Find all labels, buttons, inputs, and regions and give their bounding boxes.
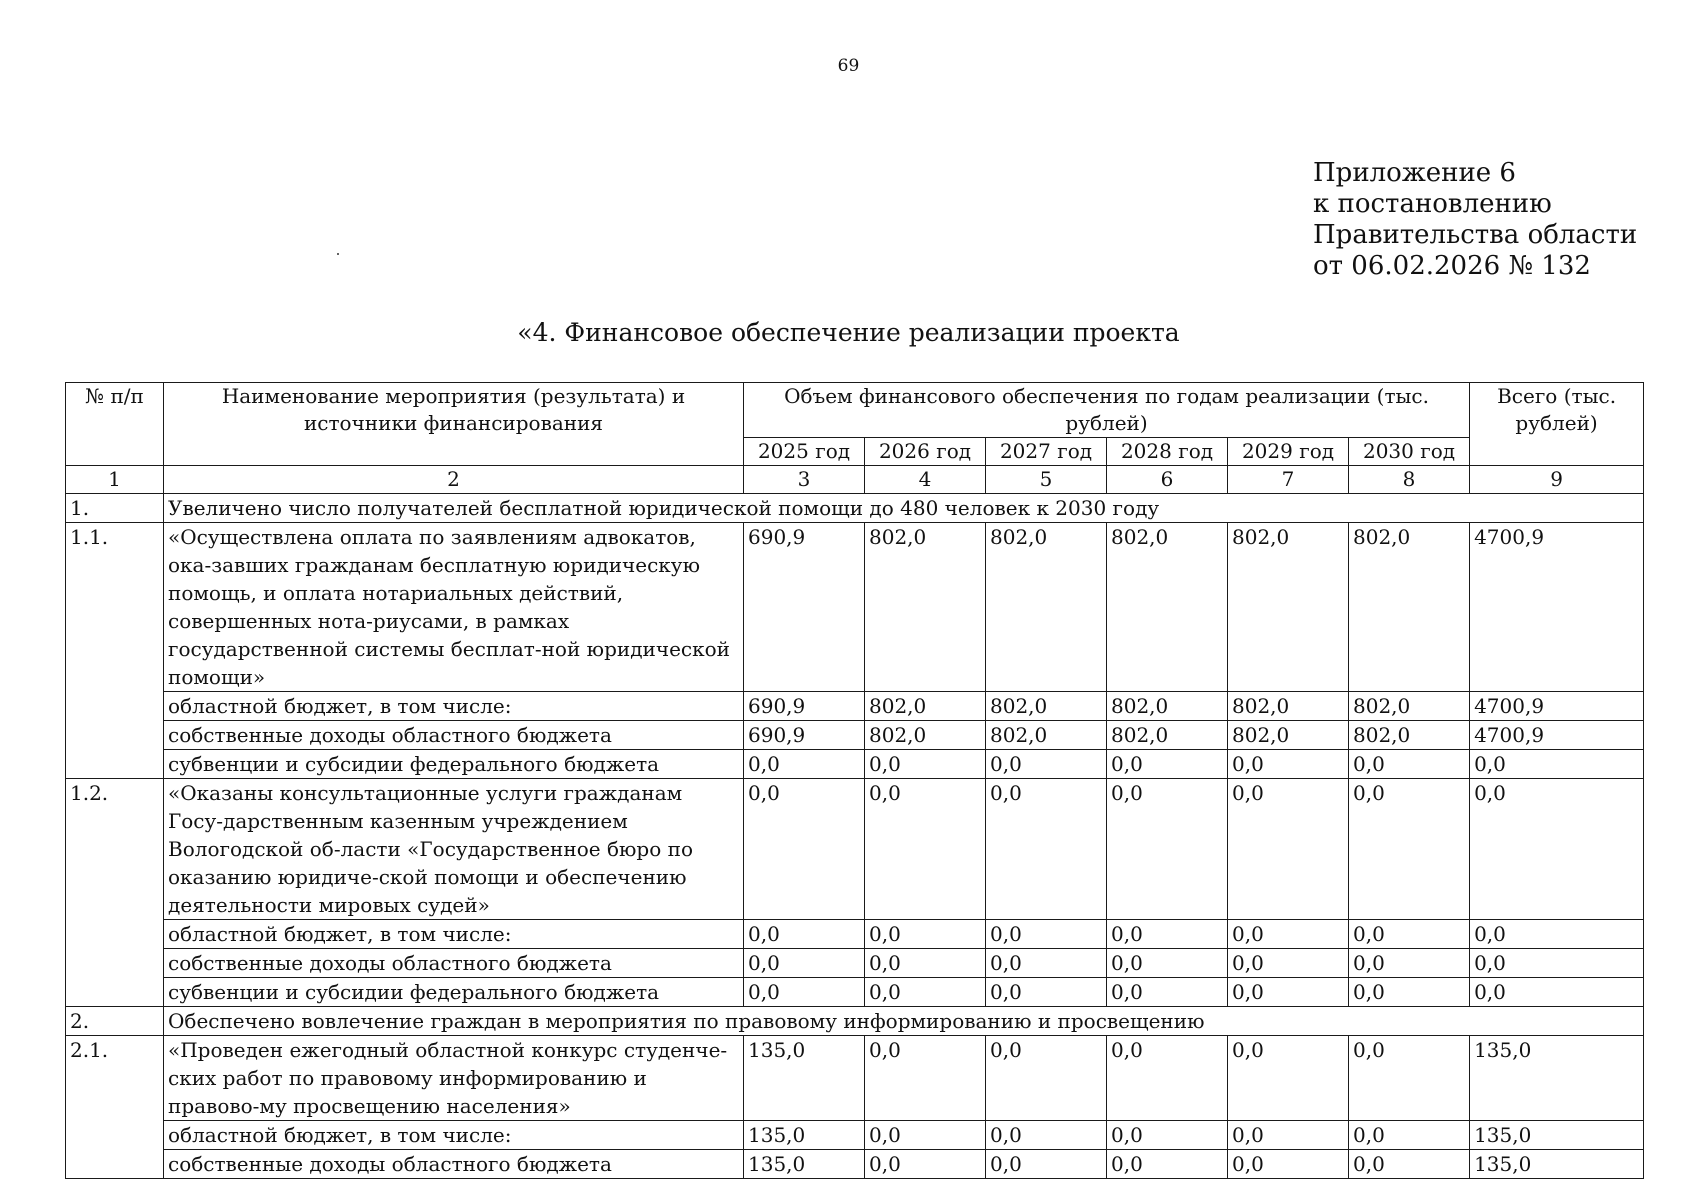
item-number: 2.1. bbox=[66, 1036, 164, 1179]
year-value: 0,0 bbox=[986, 779, 1107, 920]
header-name: Наименование мероприятия (результата) и источники финансирования bbox=[164, 383, 744, 466]
row-name: «Осуществлена оплата по заявлениям адвокатов, ока-завших гражданам бесплатную юридическую помощь, и оплата нотариальных действий, совершенных нота-риусами, в рамках государственной системы бесплат-ной юридической помощи» bbox=[164, 523, 744, 692]
year-value: 802,0 bbox=[1228, 692, 1349, 721]
column-number: 2 bbox=[164, 466, 744, 494]
year-value: 0,0 bbox=[1349, 1036, 1470, 1121]
row-name: областной бюджет, в том числе: bbox=[164, 920, 744, 949]
year-value: 0,0 bbox=[865, 1150, 986, 1179]
total-value: 0,0 bbox=[1470, 920, 1644, 949]
financing-table bbox=[65, 382, 1644, 1179]
year-value: 0,0 bbox=[1228, 750, 1349, 779]
year-value: 0,0 bbox=[986, 920, 1107, 949]
year-value: 0,0 bbox=[1107, 978, 1228, 1007]
year-value: 0,0 bbox=[1107, 750, 1228, 779]
year-value: 0,0 bbox=[986, 1121, 1107, 1150]
year-value: 0,0 bbox=[865, 750, 986, 779]
item-number: 1.1. bbox=[66, 523, 164, 779]
header-year: 2026 год bbox=[865, 438, 986, 466]
header-year: 2027 год bbox=[986, 438, 1107, 466]
year-value: 0,0 bbox=[744, 949, 865, 978]
year-value: 802,0 bbox=[1228, 523, 1349, 692]
year-value: 802,0 bbox=[986, 692, 1107, 721]
total-value: 135,0 bbox=[1470, 1150, 1644, 1179]
year-value: 0,0 bbox=[1349, 920, 1470, 949]
section-number: 2. bbox=[66, 1007, 164, 1036]
total-value: 4700,9 bbox=[1470, 721, 1644, 750]
year-value: 802,0 bbox=[865, 523, 986, 692]
total-value: 0,0 bbox=[1470, 978, 1644, 1007]
year-value: 0,0 bbox=[1349, 750, 1470, 779]
row-name: собственные доходы областного бюджета bbox=[164, 1150, 744, 1179]
year-value: 135,0 bbox=[744, 1121, 865, 1150]
year-value: 0,0 bbox=[865, 949, 986, 978]
year-value: 0,0 bbox=[1228, 779, 1349, 920]
column-number: 3 bbox=[744, 466, 865, 494]
column-number: 6 bbox=[1107, 466, 1228, 494]
row-name: собственные доходы областного бюджета bbox=[164, 949, 744, 978]
table-body bbox=[66, 494, 1644, 1179]
column-number: 5 bbox=[986, 466, 1107, 494]
year-value: 690,9 bbox=[744, 721, 865, 750]
section-row bbox=[66, 1007, 1644, 1036]
column-number: 1 bbox=[66, 466, 164, 494]
year-value: 0,0 bbox=[986, 750, 1107, 779]
header-volume: Объем финансового обеспечения по годам реализации (тыс. рублей) bbox=[744, 383, 1470, 438]
year-value: 135,0 bbox=[744, 1150, 865, 1179]
header-total: Всего (тыс. рублей) bbox=[1470, 383, 1644, 466]
year-value: 0,0 bbox=[986, 978, 1107, 1007]
column-number: 4 bbox=[865, 466, 986, 494]
year-value: 0,0 bbox=[1107, 920, 1228, 949]
row-name: субвенции и субсидии федерального бюджета bbox=[164, 750, 744, 779]
page-number: 69 bbox=[837, 56, 860, 76]
year-value: 802,0 bbox=[1349, 721, 1470, 750]
year-value: 0,0 bbox=[865, 920, 986, 949]
table-row bbox=[66, 523, 1644, 692]
appendix-line: от 06.02.2026 № 132 bbox=[1313, 251, 1591, 281]
appendix-line: к постановлению bbox=[1313, 189, 1552, 219]
scan-speck bbox=[337, 253, 339, 255]
appendix-header bbox=[1313, 158, 1637, 282]
year-value: 0,0 bbox=[1349, 1150, 1470, 1179]
header-year: 2029 год bbox=[1228, 438, 1349, 466]
total-value: 0,0 bbox=[1470, 949, 1644, 978]
row-name: областной бюджет, в том числе: bbox=[164, 692, 744, 721]
year-value: 0,0 bbox=[1107, 779, 1228, 920]
total-value: 135,0 bbox=[1470, 1121, 1644, 1150]
table-row bbox=[66, 1036, 1644, 1121]
year-value: 802,0 bbox=[986, 523, 1107, 692]
table-row bbox=[66, 1150, 1644, 1179]
table-row bbox=[66, 920, 1644, 949]
column-number: 9 bbox=[1470, 466, 1644, 494]
item-number: 1.2. bbox=[66, 779, 164, 1007]
year-value: 0,0 bbox=[1349, 949, 1470, 978]
appendix-line: Приложение 6 bbox=[1313, 158, 1516, 188]
year-value: 0,0 bbox=[865, 1121, 986, 1150]
section-row bbox=[66, 494, 1644, 523]
year-value: 0,0 bbox=[1349, 1121, 1470, 1150]
row-name: «Оказаны консультационные услуги гражданам Госу-дарственным казенным учреждением Вологодской об-ласти «Государственное бюро по оказанию юридиче-ской помощи и обеспечению деятельности мировых судей» bbox=[164, 779, 744, 920]
year-value: 802,0 bbox=[1228, 721, 1349, 750]
row-name: собственные доходы областного бюджета bbox=[164, 721, 744, 750]
year-value: 690,9 bbox=[744, 523, 865, 692]
table-row bbox=[66, 949, 1644, 978]
document-title: «4. Финансовое обеспечение реализации проекта bbox=[517, 318, 1180, 347]
year-value: 0,0 bbox=[986, 1036, 1107, 1121]
year-value: 0,0 bbox=[1349, 779, 1470, 920]
year-value: 0,0 bbox=[744, 779, 865, 920]
year-value: 802,0 bbox=[1349, 692, 1470, 721]
header-year: 2025 год bbox=[744, 438, 865, 466]
table-row bbox=[66, 750, 1644, 779]
year-value: 690,9 bbox=[744, 692, 865, 721]
section-title: Увеличено число получателей бесплатной юридической помощи до 480 человек к 2030 году bbox=[164, 494, 1644, 523]
total-value: 0,0 bbox=[1470, 750, 1644, 779]
year-value: 0,0 bbox=[744, 920, 865, 949]
year-value: 0,0 bbox=[1349, 978, 1470, 1007]
section-title: Обеспечено вовлечение граждан в мероприятия по правовому информированию и просвещению bbox=[164, 1007, 1644, 1036]
year-value: 0,0 bbox=[1228, 949, 1349, 978]
year-value: 0,0 bbox=[865, 779, 986, 920]
appendix-line: Правительства области bbox=[1313, 220, 1638, 250]
year-value: 0,0 bbox=[744, 978, 865, 1007]
year-value: 0,0 bbox=[1228, 1121, 1349, 1150]
year-value: 0,0 bbox=[744, 750, 865, 779]
year-value: 0,0 bbox=[1107, 1036, 1228, 1121]
header-number: № п/п bbox=[66, 383, 164, 466]
header-year: 2028 год bbox=[1107, 438, 1228, 466]
table-row bbox=[66, 1121, 1644, 1150]
year-value: 0,0 bbox=[865, 1036, 986, 1121]
table-row bbox=[66, 721, 1644, 750]
row-name: субвенции и субсидии федерального бюджета bbox=[164, 978, 744, 1007]
year-value: 802,0 bbox=[1107, 692, 1228, 721]
year-value: 0,0 bbox=[986, 949, 1107, 978]
year-value: 0,0 bbox=[1107, 949, 1228, 978]
column-number: 8 bbox=[1349, 466, 1470, 494]
year-value: 802,0 bbox=[1349, 523, 1470, 692]
total-value: 135,0 bbox=[1470, 1036, 1644, 1121]
year-value: 0,0 bbox=[1107, 1150, 1228, 1179]
row-name: «Проведен ежегодный областной конкурс студенче-ских работ по правовому информированию и правово-му просвещению населения» bbox=[164, 1036, 744, 1121]
section-number: 1. bbox=[66, 494, 164, 523]
year-value: 802,0 bbox=[865, 692, 986, 721]
year-value: 802,0 bbox=[1107, 523, 1228, 692]
table-row bbox=[66, 779, 1644, 920]
total-value: 4700,9 bbox=[1470, 523, 1644, 692]
total-value: 0,0 bbox=[1470, 779, 1644, 920]
total-value: 4700,9 bbox=[1470, 692, 1644, 721]
row-name: областной бюджет, в том числе: bbox=[164, 1121, 744, 1150]
table-row bbox=[66, 692, 1644, 721]
year-value: 0,0 bbox=[1228, 920, 1349, 949]
year-value: 802,0 bbox=[865, 721, 986, 750]
year-value: 802,0 bbox=[986, 721, 1107, 750]
table-row bbox=[66, 978, 1644, 1007]
header-year: 2030 год bbox=[1349, 438, 1470, 466]
year-value: 0,0 bbox=[865, 978, 986, 1007]
year-value: 0,0 bbox=[1228, 978, 1349, 1007]
year-value: 0,0 bbox=[1228, 1036, 1349, 1121]
year-value: 0,0 bbox=[986, 1150, 1107, 1179]
year-value: 802,0 bbox=[1107, 721, 1228, 750]
year-value: 0,0 bbox=[1107, 1121, 1228, 1150]
year-value: 0,0 bbox=[1228, 1150, 1349, 1179]
column-number: 7 bbox=[1228, 466, 1349, 494]
year-value: 135,0 bbox=[744, 1036, 865, 1121]
